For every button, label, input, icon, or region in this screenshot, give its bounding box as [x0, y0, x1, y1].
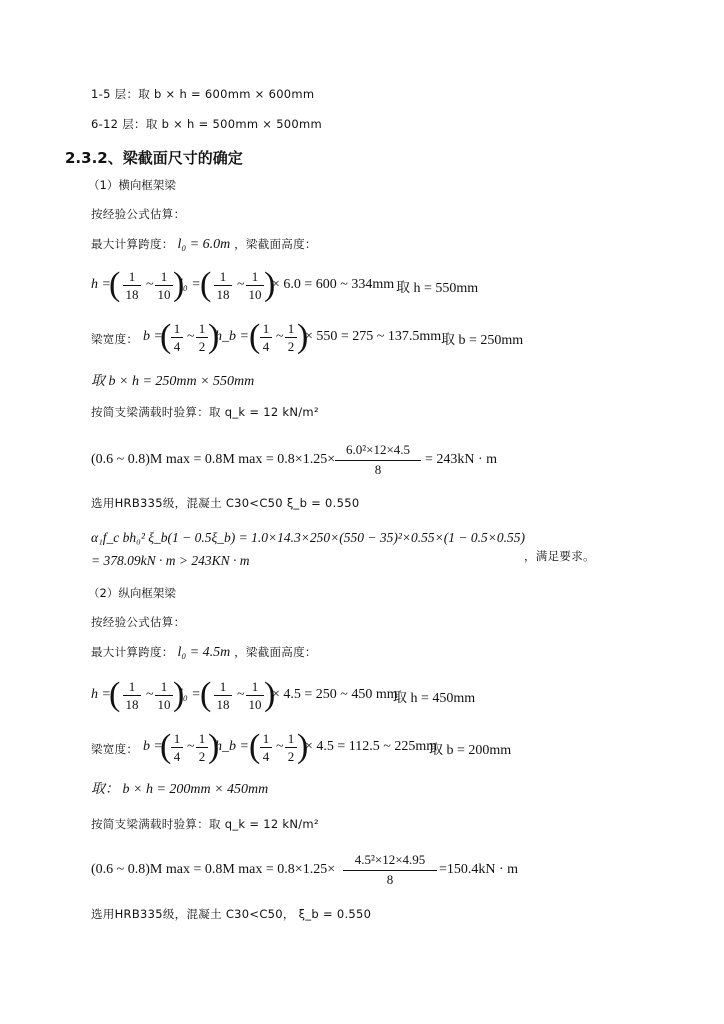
- tilde: ~: [276, 739, 284, 754]
- paren-close: ): [208, 318, 220, 355]
- fraction-bar: [123, 695, 141, 696]
- width-equation-2: [91, 728, 611, 768]
- numerator: 1: [219, 679, 227, 694]
- select-text-2: 选用HRB335级，混凝土 C30<C50， ξ_b = 0.550: [91, 907, 372, 921]
- fraction-1-10: [153, 679, 175, 713]
- paren-close: ): [264, 676, 276, 713]
- fraction-1-4: [258, 731, 274, 765]
- span-value-1: l₀ = 6.0m: [177, 237, 231, 252]
- numerator: 1: [219, 269, 227, 284]
- floor-1-5-text: 1-5 层：取 b × h = 600mm × 600mm: [91, 87, 315, 101]
- numerator: 1: [262, 321, 270, 336]
- numerator: 1: [287, 321, 295, 336]
- fraction-bar: [123, 285, 141, 286]
- denominator: 18: [216, 697, 230, 712]
- estimate-label-2: 按经验公式估算：: [91, 615, 186, 629]
- denominator: 18: [125, 697, 139, 712]
- capacity-note-text: ，满足要求。: [524, 549, 595, 563]
- fraction-1-18: [121, 269, 143, 303]
- denominator: 18: [125, 287, 139, 302]
- tilde: ~: [276, 329, 284, 344]
- subheading-transverse: （1）横向框架梁: [88, 178, 176, 192]
- eq-take: 取 b = 250mm: [441, 333, 524, 348]
- numerator: 1: [251, 269, 259, 284]
- moment-equation-1: [91, 440, 591, 484]
- numerator: 1: [160, 269, 168, 284]
- capacity-result: [91, 553, 249, 569]
- fraction-1-4: [258, 321, 274, 355]
- denominator: 10: [248, 697, 262, 712]
- fraction-bar: [155, 695, 173, 696]
- numerator: 1: [128, 269, 136, 284]
- eq-rhs: = 243kN · m: [425, 452, 498, 467]
- moment-equation-2: [91, 850, 591, 894]
- paren-open: (: [160, 318, 172, 355]
- paren-close: ): [173, 266, 185, 303]
- paren-open: (: [249, 728, 261, 765]
- capacity-result-text: = 378.09kN · m > 243KN · m: [91, 553, 250, 568]
- denominator: 2: [198, 749, 206, 764]
- paren-open: (: [160, 728, 172, 765]
- denominator: 4: [262, 339, 270, 354]
- eq-rhs: × 550 = 275 ~ 137.5mm: [305, 329, 442, 344]
- denominator: 10: [157, 287, 171, 302]
- tilde: ~: [237, 687, 245, 702]
- paren-close: ): [264, 266, 276, 303]
- take-text-1: 取 b × h = 250mm × 550mm: [91, 374, 255, 389]
- eq-mid: h_b =: [215, 739, 249, 754]
- select-text-1: 选用HRB335级，混凝土 C30<C50 ξ_b = 0.550: [91, 496, 360, 510]
- numerator: 1: [173, 321, 181, 336]
- fraction-bar: [214, 695, 232, 696]
- span-label-2: 最大计算跨度：: [91, 645, 174, 659]
- fraction-1-18: [212, 269, 234, 303]
- denominator: 4: [262, 749, 270, 764]
- fraction-bar: [171, 747, 183, 748]
- eq-label: 梁宽度：: [91, 332, 139, 346]
- fraction-bar: [155, 285, 173, 286]
- eq-mid: h_b =: [215, 329, 249, 344]
- tilde: ~: [237, 277, 245, 292]
- fraction-1-4: [169, 731, 185, 765]
- paren-open: (: [200, 266, 212, 303]
- eq-lhs: b =: [143, 739, 163, 754]
- eq-rhs: × 4.5 = 250 ~ 450 mm: [272, 687, 398, 702]
- numerator: 4.5²×12×4.95: [354, 852, 426, 867]
- height-equation-1: [91, 266, 591, 306]
- eq-take: 取 h = 450mm: [393, 691, 476, 706]
- take-line-1: [91, 373, 254, 390]
- fraction-1-4: [169, 321, 185, 355]
- denominator: 2: [287, 339, 295, 354]
- fraction-bar: [196, 747, 208, 748]
- eq-lhs: h =: [91, 277, 111, 292]
- paren-open: (: [109, 266, 121, 303]
- numerator: 1: [287, 731, 295, 746]
- denominator: 2: [287, 749, 295, 764]
- capacity-expr: α₁f_c bh₀² ξ_b(1 − 0.5ξ_b) = 1.0×14.3×250×(550 − 35)²×0.55×(1 − 0.5×0.55): [91, 530, 525, 545]
- paren-open: (: [200, 676, 212, 713]
- fraction-bar: [335, 460, 421, 461]
- fraction-bar: [246, 695, 264, 696]
- span-suffix-2: ，梁截面高度：: [234, 645, 317, 659]
- fraction-bar: [285, 337, 297, 338]
- paren-close: ): [297, 728, 309, 765]
- select-line-1: [91, 495, 359, 511]
- floor-6-12-section: [91, 116, 322, 132]
- eq-lhs: b =: [143, 329, 163, 344]
- fraction-1-10: [153, 269, 175, 303]
- denominator: 18: [216, 287, 230, 302]
- take-line-2: [91, 781, 268, 798]
- denominator: 8: [386, 872, 394, 887]
- check-text-2: 按简支梁满载时验算：取 q_k = 12 kN/m²: [91, 817, 319, 831]
- fraction-bar: [260, 747, 272, 748]
- numerator: 1: [173, 731, 181, 746]
- paren-open: (: [109, 676, 121, 713]
- eq-label: 梁宽度：: [91, 742, 139, 756]
- eq-lhs: (0.6 ~ 0.8)M max = 0.8M max = 0.8×1.25×: [91, 452, 336, 467]
- span-suffix-1: ，梁截面高度：: [234, 237, 317, 251]
- fraction-bar: [260, 337, 272, 338]
- denominator: 4: [173, 339, 181, 354]
- span-line-2: [91, 644, 317, 661]
- check-line-2: [91, 816, 319, 832]
- check-line-1: [91, 404, 319, 420]
- take-text-2: 取： b × h = 200mm × 450mm: [91, 782, 269, 797]
- eq-rhs: × 4.5 = 112.5 ~ 225mm: [305, 739, 438, 754]
- numerator: 1: [262, 731, 270, 746]
- denominator: 8: [374, 462, 382, 477]
- section-heading: 2.3.2、梁截面尺寸的确定: [65, 149, 243, 167]
- denominator: 2: [198, 339, 206, 354]
- numerator: 1: [198, 321, 206, 336]
- eq-take: 取 b = 200mm: [429, 743, 512, 758]
- capacity-note: [524, 548, 595, 564]
- fraction-bar: [285, 747, 297, 748]
- moment-fraction: [335, 442, 421, 478]
- check-text-1: 按简支梁满载时验算：取 q_k = 12 kN/m²: [91, 405, 319, 419]
- eq-rhs: × 6.0 = 600 ~ 334mm: [272, 277, 395, 292]
- eq-lhs: (0.6 ~ 0.8)M max = 0.8M max = 0.8×1.25×: [91, 862, 336, 877]
- tilde: ~: [146, 277, 154, 292]
- floor-6-12-text: 6-12 层：取 b × h = 500mm × 500mm: [91, 117, 323, 131]
- select-line-2: [91, 906, 371, 922]
- numerator: 6.0²×12×4.5: [345, 442, 411, 457]
- width-equation-1: [91, 318, 611, 358]
- estimate-label-1: 按经验公式估算：: [91, 207, 186, 221]
- numerator: 1: [128, 679, 136, 694]
- fraction-bar: [214, 285, 232, 286]
- fraction-bar: [246, 285, 264, 286]
- floor-1-5-section: [91, 86, 314, 102]
- paren-close: ): [173, 676, 185, 713]
- capacity-line-1: [91, 530, 525, 546]
- paren-close: ): [297, 318, 309, 355]
- eq-lhs: h =: [91, 687, 111, 702]
- subheading-longitudinal: （2）纵向框架梁: [88, 586, 176, 600]
- eq-rhs: =150.4kN · m: [439, 862, 519, 877]
- height-equation-2: [91, 676, 591, 716]
- numerator: 1: [160, 679, 168, 694]
- moment-fraction: [343, 852, 437, 888]
- denominator: 4: [173, 749, 181, 764]
- eq-take: 取 h = 550mm: [396, 281, 479, 296]
- denominator: 10: [157, 697, 171, 712]
- span-value-2: l₀ = 4.5m: [177, 645, 231, 660]
- eq-mid: l₀ =: [179, 687, 201, 702]
- fraction-bar: [343, 870, 437, 871]
- fraction-bar: [196, 337, 208, 338]
- numerator: 1: [198, 731, 206, 746]
- fraction-1-10: [244, 679, 266, 713]
- eq-mid: l₀ =: [179, 277, 201, 292]
- paren-open: (: [249, 318, 261, 355]
- tilde: ~: [187, 329, 195, 344]
- denominator: 10: [248, 287, 262, 302]
- fraction-1-18: [212, 679, 234, 713]
- span-line-1: [91, 236, 317, 253]
- fraction-1-10: [244, 269, 266, 303]
- tilde: ~: [187, 739, 195, 754]
- tilde: ~: [146, 687, 154, 702]
- fraction-bar: [171, 337, 183, 338]
- paren-close: ): [208, 728, 220, 765]
- numerator: 1: [251, 679, 259, 694]
- span-label-1: 最大计算跨度：: [91, 237, 174, 251]
- fraction-1-18: [121, 679, 143, 713]
